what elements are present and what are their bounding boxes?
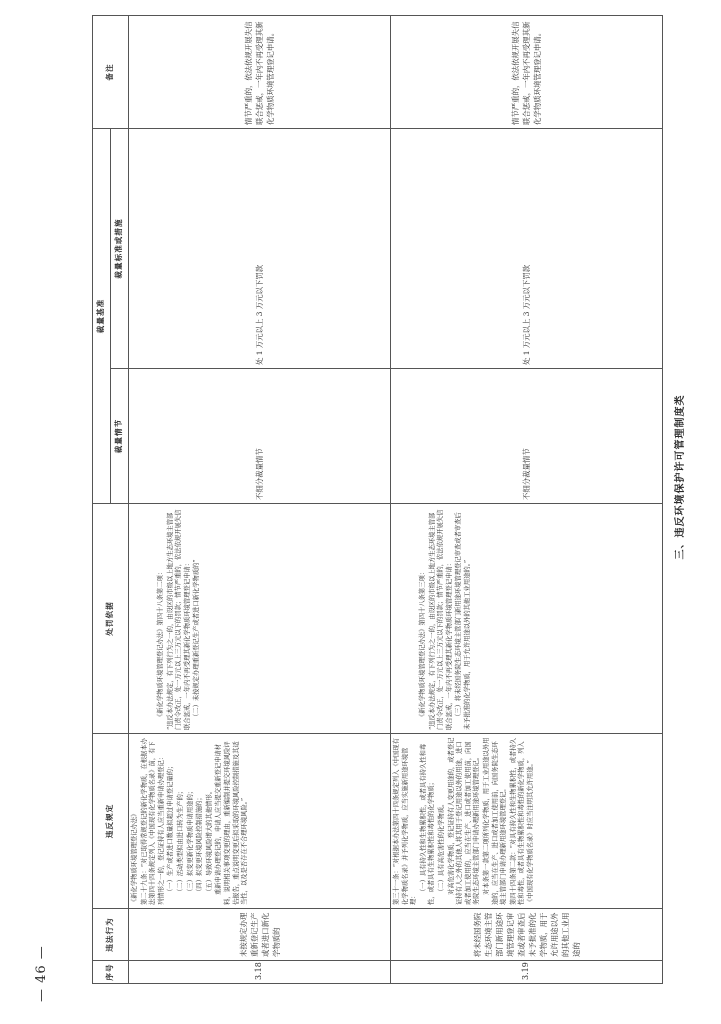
basis-line: （三）将未经国务院生态环境主管部门新用途环境管理登记审查或者审查后未予批准的化学物质，用于允许用途以外的其他工业用途的。” xyxy=(455,512,471,730)
basis-line: （二）未按规定办理重新登记生产或者进口新化学物质的” xyxy=(193,559,201,720)
basis-line: “违反本办法规定，有下列行为之一的，由设区的市级以上地方生态环境主管部门责令改正，处一万元以上三万元以下的罚款；情节严重的，依法依规开展失信联合惩戒，一年内不再受理其新化学物质环境管理登记申请： xyxy=(428,509,453,730)
row-number: 3.19 xyxy=(391,961,663,984)
remark xyxy=(391,16,663,129)
rule-line: 第二十九条：“对已取得常规登记的新化学物质，在根据本办法第四十四条规定列入《中国现有化学物质名录》前，有下列情形之一的，登记证持有人应当重新申请办理登记： xyxy=(140,738,165,905)
page-number: — 46 — xyxy=(34,945,49,1002)
remark xyxy=(129,16,391,129)
remark-text: 情节严重的，依法依规开展失信联合惩戒，一年内不再受理其新化学物质环境管理登记申请。 xyxy=(511,21,542,125)
violated-rule xyxy=(391,734,663,909)
header-note: 备注 xyxy=(93,16,129,129)
basis-line: “违反本办法规定，有下列行为之一的，由设区的市级以上地方生态环境主管部门责令改正，处一万元以上三万元以下的罚款；情节严重的，依法依规开展失信联合惩戒，一年内不再受理其新化学物质环境管理登记申请： xyxy=(166,509,191,730)
discretion-circumstance: 不细分裁量情节 xyxy=(129,369,391,504)
rule-line: （四）拟变更环境风险控制措施的； xyxy=(196,794,204,895)
rule-line: （二）具有高危害性的化学物质。 xyxy=(437,800,445,895)
violated-rule xyxy=(129,734,391,909)
header-discretion: 裁量基准 xyxy=(93,129,111,504)
rule-line: 重新申请办理登记的，申请人应当提交重新登记申请材料，说明相关事项变更的理由，重新编制并提交环境风险评估报告，重点说明变更后拟采取的环境风险控制措施及其适当性，以及是否存在不合理环境风险。” xyxy=(215,741,249,905)
discretion-standard: 处 1 万元以上 3 万元以下罚款 xyxy=(129,129,391,369)
header-rule: 违反规定 xyxy=(93,734,129,909)
header-basis: 处罚依据 xyxy=(93,504,129,734)
basis-line: 《新化学物质环境管理登记办法》第四十八条第二项： xyxy=(157,568,164,720)
remark-text: 情节严重的，依法依规开展失信联合惩戒，一年内不再受理其新化学物质环境管理登记申请。 xyxy=(244,21,275,125)
penalty-basis xyxy=(391,504,663,734)
rule-line: （五）导致环境风险增大的其他情形。 xyxy=(205,787,213,895)
header-circumstance: 裁量情节 xyxy=(111,369,129,504)
rule-line: 第三十一条：“对根据本办法第四十四条规定列入《中国现有化学物质名录》并予列化学物质，应当实施新用途环境管理： xyxy=(393,738,418,905)
table-row xyxy=(391,16,663,984)
table-row xyxy=(129,16,391,984)
rule-line: （一）生产或者进口数量拟超过申请登记量的； xyxy=(167,762,175,895)
discretion-standard: 处 1 万元以上 3 万元以下罚款 xyxy=(391,129,663,369)
rule-line: 第四十四条第二款：“对具有持久性和生物累积性，或者持久性和毒性，或者具有生物累积性和毒性的新化学物质，列入《中国现有化学物质名录》时应当注明其允许用途。” xyxy=(509,738,534,905)
penalty-discretion-table xyxy=(92,15,663,984)
violation-act: 未按规定办理重新登记生产或者进口新化学物质的 xyxy=(129,909,391,961)
basis-line: 《新化学物质环境管理登记办法》第四十八条第三项： xyxy=(419,568,426,720)
rule-line: 对本条第一款第二项所列化学物质，用于工业用途以外用途的，应当在生产、进口或者加工使用前，向国务院生态环境主管部门申请办理新用途环境管理登记。 xyxy=(482,737,508,905)
penalty-basis xyxy=(129,504,391,734)
row-number: 3.18 xyxy=(129,961,391,984)
rule-line: （三）拟变更新化学物质申请用途的； xyxy=(186,787,194,895)
header-no: 序号 xyxy=(93,961,129,984)
table-title: 三、违反环境保护许可管理制度类 xyxy=(675,394,686,560)
header-row-1 xyxy=(93,16,111,984)
rule-line: （一）具有持久性和生物累积性，或者具有持久性和毒性，或者具有生物累积性和毒性的化学物质； xyxy=(419,743,436,905)
header-standard: 裁量标准或措施 xyxy=(111,129,129,369)
violation-act: 将未经国务院生态环境主管部门新用途环境管理登记审查或者审查后未予批准的化学物质，用于允许用途以外的其他工业用途的 xyxy=(391,909,663,961)
rule-line: （二）活动类型拟由进口转为生产的； xyxy=(176,787,184,895)
rule-line: 《新化学物质环境管理登记办法》 xyxy=(131,810,138,905)
discretion-circumstance: 不细分裁量情节 xyxy=(391,369,663,504)
header-act: 违法行为 xyxy=(93,909,129,961)
rule-line: 对高危害化学物质，登记证持有人变更用途的，或者登记证持有人之外的其他人将其用于登记用途以外的用途，进口或者加工使用的，应当在生产、进口或者加工使用前，向国务院生态环境主管部门申请办理新用途环境管理登记。 xyxy=(447,737,481,905)
